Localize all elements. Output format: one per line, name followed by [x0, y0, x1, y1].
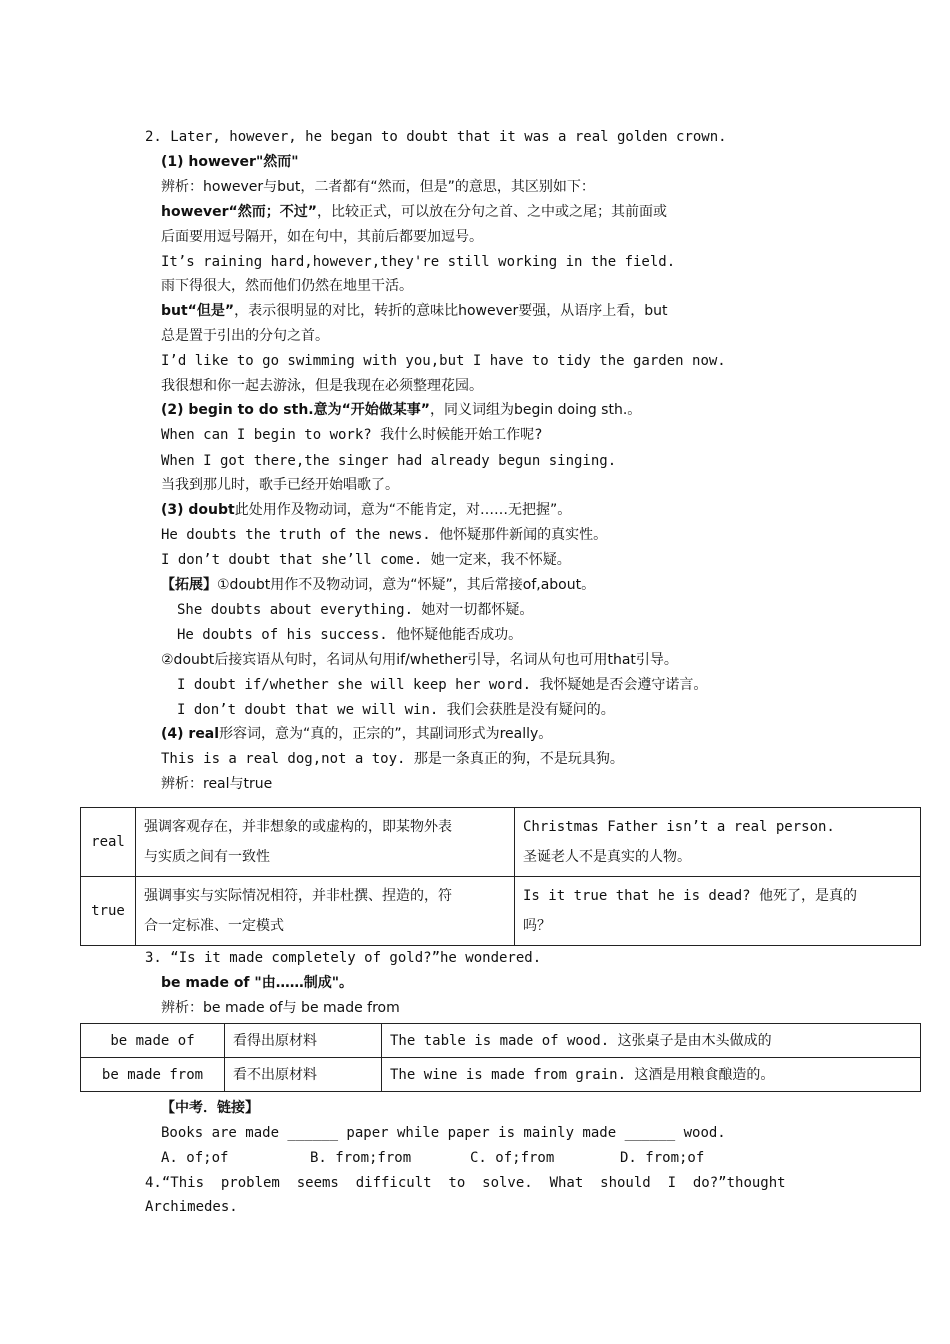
point-2-title: (2) begin to do sth.意为“开始做某事” — [161, 402, 431, 418]
table-cell-phrase: be made of — [81, 1024, 225, 1058]
section-3-compare: 辨析：be made of与 be made from — [161, 1000, 400, 1016]
point-2-desc: ，同义词组为begin doing sth.。 — [430, 402, 642, 418]
meaning-line: 强调客观存在，并非想象的或虚构的，即某物外表 — [144, 819, 452, 835]
table-cell-example — [515, 877, 921, 946]
meaning-line: 与实质之间有一致性 — [144, 849, 270, 865]
meaning-line: 合一定标准、一定模式 — [144, 918, 284, 934]
point-1-title: (1) however"然而" — [161, 154, 299, 170]
made-of-from-table — [80, 1023, 921, 1092]
but-desc-cont: 总是置于引出的分句之首。 — [161, 328, 329, 344]
table-row — [81, 1058, 921, 1092]
point-4 — [161, 724, 552, 744]
point-2-example-2-cn: 当我到那儿时，歌手已经开始唱歌了。 — [161, 477, 399, 493]
however-desc-cont: 后面要用逗号隔开，如在句中，其前后都要加逗号。 — [161, 229, 483, 245]
point-4-example: This is a real dog,not a toy. 那是一条真正的狗，不是玩具狗。 — [161, 751, 624, 767]
meaning-line: 强调事实与实际情况相符，并非杜撰、捏造的，符 — [144, 888, 452, 904]
extension-2-example-a: I doubt if/whether she will keep her word. 我怀疑她是否会遵守诺言。 — [177, 677, 708, 693]
exam-option-c: C. of;from — [470, 1150, 555, 1166]
extension-2-text: ②doubt后接宾语从句时，名词从句用if/whether引导，名词从句也可用that引导。 — [161, 652, 678, 668]
but-explanation — [161, 301, 668, 321]
but-label: but“但是” — [161, 303, 235, 319]
table-cell-example: The wine is made from grain. 这酒是用粮食酿造的。 — [382, 1058, 921, 1092]
however-desc: ，比较正式，可以放在分句之首、之中或之尾；其前面或 — [316, 204, 667, 220]
exam-option-d: D. from;of — [620, 1150, 705, 1166]
extension-1-text: ①doubt用作不及物动词，意为“怀疑”，其后常接of,about。 — [217, 577, 596, 593]
point-2-example-1: When can I begin to work? 我什么时候能开始工作呢? — [161, 427, 543, 443]
point-3-desc: 此处用作及物动词，意为“不能肯定，对……无把握”。 — [234, 502, 572, 518]
extension-2-example-b: I don’t doubt that we will win. 我们会获胜是没有疑问的。 — [177, 702, 615, 718]
table-cell-meaning: 看不出原材料 — [225, 1058, 382, 1092]
point-2-example-2-en: When I got there,the singer had already begun singing. — [161, 453, 617, 469]
extension-1-example-a: She doubts about everything. 她对一切都怀疑。 — [177, 602, 534, 618]
table-row — [81, 877, 921, 946]
exam-label: 【中考．链接】 — [161, 1100, 259, 1116]
but-example-en: I’d like to go swimming with you,but I have to tidy the garden now. — [161, 353, 726, 369]
point-2 — [161, 400, 641, 420]
point-1-intro: 辨析：however与but，二者都有“然而，但是”的意思，其区别如下： — [161, 179, 595, 195]
section-3-heading: 3. “Is it made completely of gold?”he wondered. — [145, 950, 542, 966]
exam-option-b: B. from;from — [310, 1150, 412, 1166]
section-3-title: be made of "由……制成"。 — [161, 975, 353, 991]
however-explanation — [161, 202, 667, 222]
section-4-heading: 4.“This problem seems difficult to solve. What should I do?”thought — [145, 1175, 786, 1191]
exam-option-a: A. of;of — [161, 1150, 229, 1166]
point-4-desc: 形容词，意为“真的，正宗的”，其副词形式为really。 — [219, 726, 553, 742]
extension-label: 【拓展】 — [161, 577, 217, 593]
point-3-example-2: I don’t doubt that she’ll come. 她一定来，我不怀疑。 — [161, 552, 571, 568]
but-desc: ，表示很明显的对比，转折的意味比however要强，从语序上看，but — [234, 303, 668, 319]
example-line: Christmas Father isn’t a real person. — [523, 819, 835, 835]
but-example-cn: 我很想和你一起去游泳，但是我现在必须整理花园。 — [161, 378, 483, 394]
example-line: 吗？ — [523, 918, 551, 934]
table-cell-word: real — [81, 808, 136, 877]
extension-1 — [161, 575, 595, 595]
exam-question: Books are made ______ paper while paper is mainly made ______ wood. — [161, 1125, 726, 1141]
table-cell-meaning — [136, 877, 515, 946]
section-2-heading: 2. Later, however, he began to doubt that it was a real golden crown. — [145, 129, 727, 145]
example-line: 圣诞老人不是真实的人物。 — [523, 849, 691, 865]
table-row — [81, 808, 921, 877]
real-true-table — [80, 807, 921, 946]
table-cell-example: The table is made of wood. 这张桌子是由木头做成的 — [382, 1024, 921, 1058]
table-cell-example — [515, 808, 921, 877]
however-label: however“然而；不过” — [161, 204, 317, 220]
table-cell-meaning — [136, 808, 515, 877]
point-3-title: (3) doubt — [161, 502, 235, 518]
table-cell-meaning: 看得出原材料 — [225, 1024, 382, 1058]
section-4-heading-cont: Archimedes. — [145, 1199, 238, 1215]
table-row — [81, 1024, 921, 1058]
table-cell-phrase: be made from — [81, 1058, 225, 1092]
point-3 — [161, 500, 571, 520]
point-4-title: (4) real — [161, 726, 220, 742]
point-3-example-1: He doubts the truth of the news. 他怀疑那件新闻的真实性。 — [161, 527, 608, 543]
table-cell-word: true — [81, 877, 136, 946]
extension-1-example-b: He doubts of his success. 他怀疑他能否成功。 — [177, 627, 523, 643]
point-4-compare: 辨析：real与true — [161, 776, 273, 792]
however-example-cn: 雨下得很大，然而他们仍然在地里干活。 — [161, 278, 413, 294]
example-line: Is it true that he is dead? 他死了，是真的 — [523, 888, 858, 904]
however-example-en: It’s raining hard,however,they're still working in the field. — [161, 254, 676, 270]
